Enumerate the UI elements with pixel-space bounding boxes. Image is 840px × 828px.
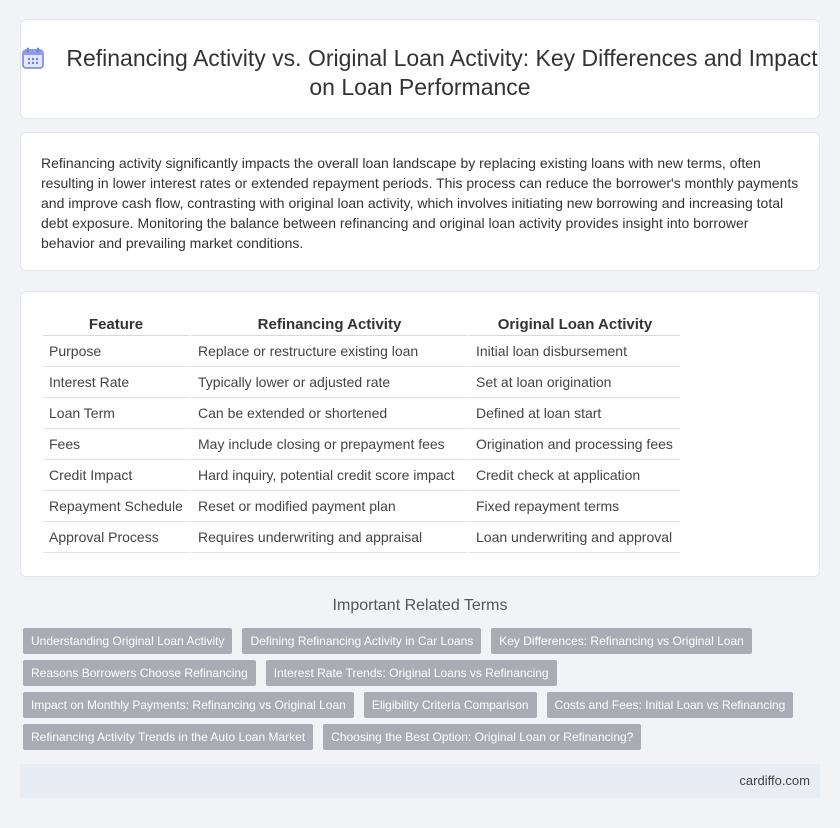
table-cell: Reset or modified payment plan (189, 491, 467, 522)
related-term-tag[interactable]: Eligibility Criteria Comparison (364, 692, 537, 718)
table-cell: May include closing or prepayment fees (189, 429, 467, 460)
table-cell: Initial loan disbursement (467, 336, 680, 367)
table-cell: Interest Rate (43, 367, 189, 398)
table-cell: Loan Term (43, 398, 189, 429)
tag-row (23, 724, 823, 756)
calendar-icon (22, 47, 44, 69)
column-header-refinancing: Refinancing Activity (189, 314, 467, 336)
table-row (43, 367, 680, 398)
table-cell: Loan underwriting and approval (467, 522, 680, 553)
table-cell: Defined at loan start (467, 398, 680, 429)
related-term-tag[interactable]: Impact on Monthly Payments: Refinancing vs Original Loan (23, 692, 354, 718)
table-row (43, 429, 680, 460)
related-term-tag[interactable]: Interest Rate Trends: Original Loans vs Refinancing (266, 660, 557, 686)
related-terms-title: Important Related Terms (332, 597, 508, 614)
table-cell: Replace or restructure existing loan (189, 336, 467, 367)
table-cell: Approval Process (43, 522, 189, 553)
comparison-table (43, 314, 680, 553)
related-term-tag[interactable]: Refinancing Activity Trends in the Auto Loan Market (23, 724, 313, 750)
table-header-row (43, 314, 680, 336)
table-cell: Origination and processing fees (467, 429, 680, 460)
related-term-tag[interactable]: Understanding Original Loan Activity (23, 628, 232, 654)
tag-row (23, 660, 823, 692)
column-header-feature: Feature (43, 314, 189, 336)
intro-paragraph: Refinancing activity significantly impacts the overall loan landscape by replacing existing loans with new terms, often resulting in lower interest rates or extended repayment periods. This process can reduce the borrower's monthly payments and improve cash flow, contrasting with original loan activity, which involves initiating new borrowing and increasing total debt exposure. Monitoring the balance between refinancing and original loan activity provides insight into borrower behavior and prevailing market conditions. (41, 155, 799, 251)
table-cell: Credit Impact (43, 460, 189, 491)
table-row (43, 398, 680, 429)
comparison-table-card (20, 291, 820, 577)
table-cell: Purpose (43, 336, 189, 367)
table-cell: Typically lower or adjusted rate (189, 367, 467, 398)
footer-site-link[interactable]: cardiffo.com (739, 773, 810, 788)
table-cell: Fixed repayment terms (467, 491, 680, 522)
related-term-tag[interactable]: Reasons Borrowers Choose Refinancing (23, 660, 256, 686)
table-cell: Requires underwriting and appraisal (189, 522, 467, 553)
tag-row (23, 628, 823, 660)
header-card (20, 19, 820, 119)
table-cell: Can be extended or shortened (189, 398, 467, 429)
table-row (43, 491, 680, 522)
related-term-tag[interactable]: Key Differences: Refinancing vs Original Loan (491, 628, 752, 654)
table-row (43, 460, 680, 491)
tag-row (23, 692, 823, 724)
related-term-tag[interactable]: Costs and Fees: Initial Loan vs Refinancing (547, 692, 794, 718)
intro-card (20, 132, 820, 271)
table-cell: Fees (43, 429, 189, 460)
table-row (43, 522, 680, 553)
related-terms-list (23, 628, 823, 756)
footer (20, 764, 820, 798)
table-cell: Credit check at application (467, 460, 680, 491)
column-header-original: Original Loan Activity (467, 314, 680, 336)
table-cell: Set at loan origination (467, 367, 680, 398)
related-term-tag[interactable]: Defining Refinancing Activity in Car Loans (242, 628, 481, 654)
related-term-tag[interactable]: Choosing the Best Option: Original Loan or Refinancing? (323, 724, 641, 750)
page-title-wrap (21, 44, 819, 102)
table-cell: Hard inquiry, potential credit score impact (189, 460, 467, 491)
page-title: Refinancing Activity vs. Original Loan Activity: Key Differences and Impact on Loan Performance (66, 45, 818, 100)
table-row (43, 336, 680, 367)
table-cell: Repayment Schedule (43, 491, 189, 522)
